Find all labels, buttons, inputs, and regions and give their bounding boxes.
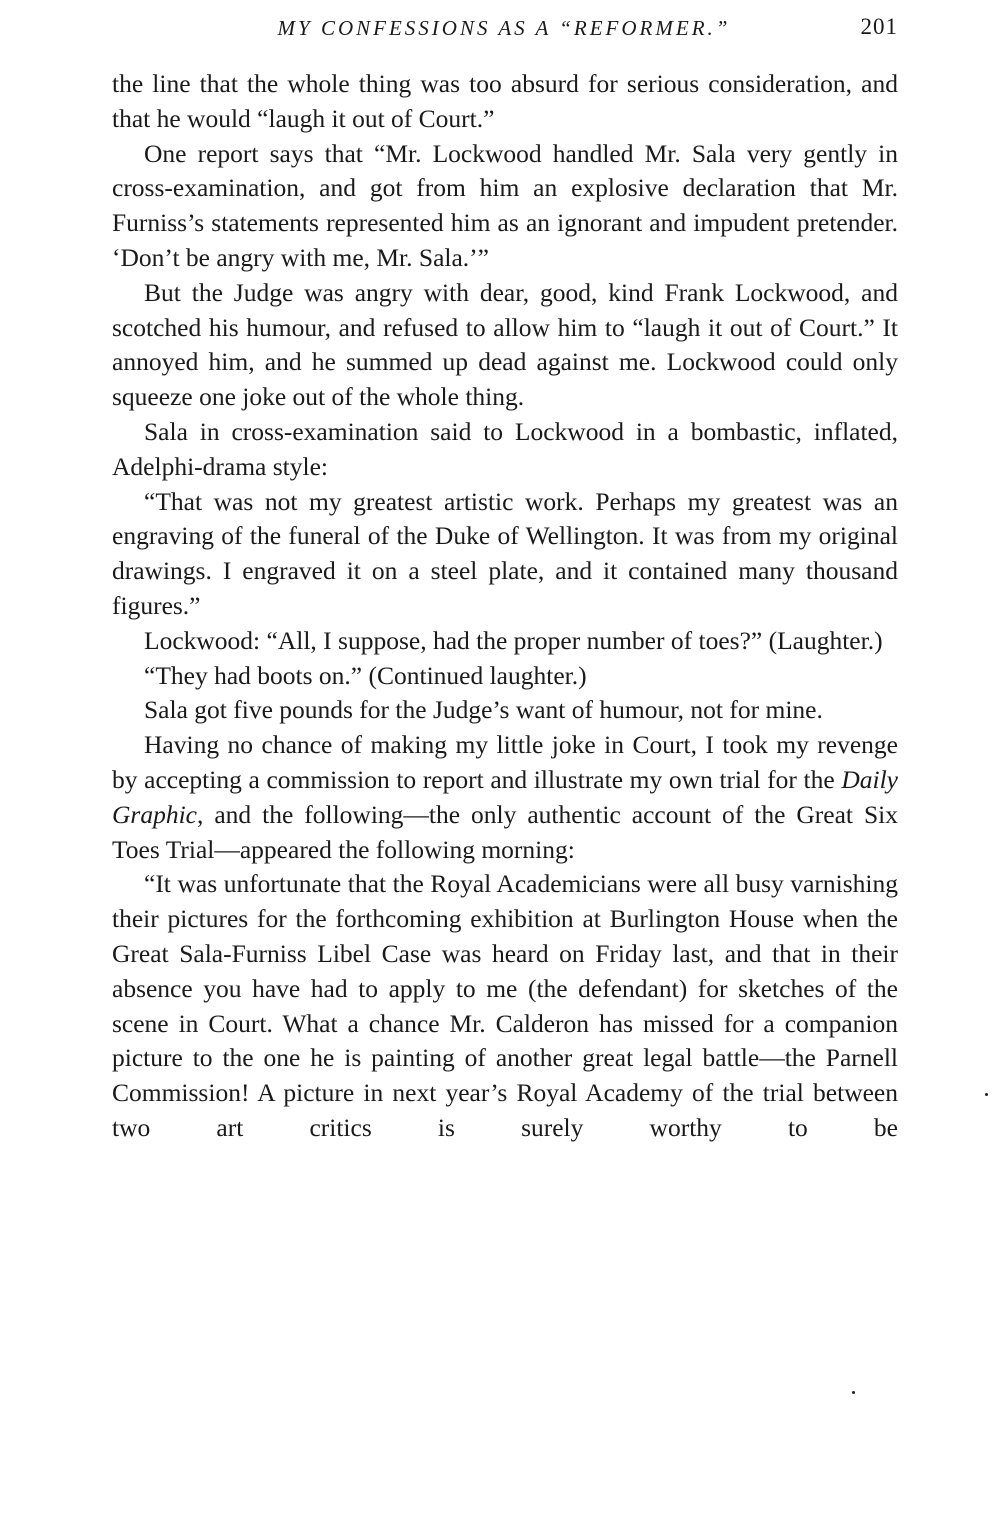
print-speck [985,1093,988,1096]
paragraph-text: Sala in cross-examination said to Lockwood in a bombastic, inflated, Adelphi-drama style: [112,416,898,481]
paragraph-text: “They had boots on.” (Continued laughter.) [144,660,587,690]
paragraph [112,867,898,1145]
paragraph-text: But the Judge was angry with dear, good, kind Frank Lockwood, and scotched his humour, and refused to allow him to “laugh it out of Court.” It annoyed him, and he summed up dead against me. Lockwood could only squeeze one joke out of the whole thing. [112,277,898,412]
running-head [110,12,898,46]
italic-title-text: Daily Graphic [112,764,898,829]
paragraph-text: Having no chance of making my little joke in Court, I took my revenge by accepting a commission to report and illustrate my own trial for the [112,730,898,794]
running-title: MY CONFESSIONS AS A “REFORMER.” [277,16,731,40]
paragraph-text: “It was unfortunate that the Royal Academicians were all busy varnishing their pictures for the forthcoming exhibition at Burlington House when the Great Sala-Furniss Libel Case was heard on Friday last, and that in their absence you have had to apply to me (the defendant) for sketches of the scene in Court. What a chance Mr. Calderon has missed for a companion picture to the one he is painting of another great legal battle—the Parnell Commission! A picture in next year’s Royal Academy of the trial between two art critics is surely worthy to be [112,869,898,1142]
paragraph-text: Sala got five pounds for the Judge’s want of humour, not for mine. [144,695,823,725]
paragraph [112,693,898,728]
paragraph-text: , and the following—the only authentic account of the Great Six Toes Trial—appeared the following morning: [112,799,898,864]
body-text [112,67,898,1146]
paragraph-text: Lockwood: “All, I suppose, had the proper number of toes?” (Laughter.) [144,625,883,655]
paragraph [112,485,898,624]
paragraph-text: One report says that “Mr. Lockwood handled Mr. Sala very gently in cross-examination, and got from him an explosive declaration that Mr. Furniss’s statements represented him as an ignorant and impudent pretender. ‘Don’t be angry with me, Mr. Sala.’” [112,138,898,272]
paragraph [112,415,898,485]
paragraph [112,728,898,867]
paragraph [112,659,898,694]
paragraph [112,67,898,137]
paragraph [112,276,898,415]
paragraph [112,137,898,276]
paragraph [112,624,898,659]
paragraph-text: the line that the whole thing was too absurd for serious consideration, and that he would “laugh it out of Court.” [112,69,898,133]
page-number: 201 [860,14,898,39]
paragraph-text: “That was not my greatest artistic work. Perhaps my greatest was an engraving of the funeral of the Duke of Wellington. It was from my original drawings. I engraved it on a steel plate, and it contained many thousand figures.” [112,486,898,620]
print-speck [852,1391,855,1394]
